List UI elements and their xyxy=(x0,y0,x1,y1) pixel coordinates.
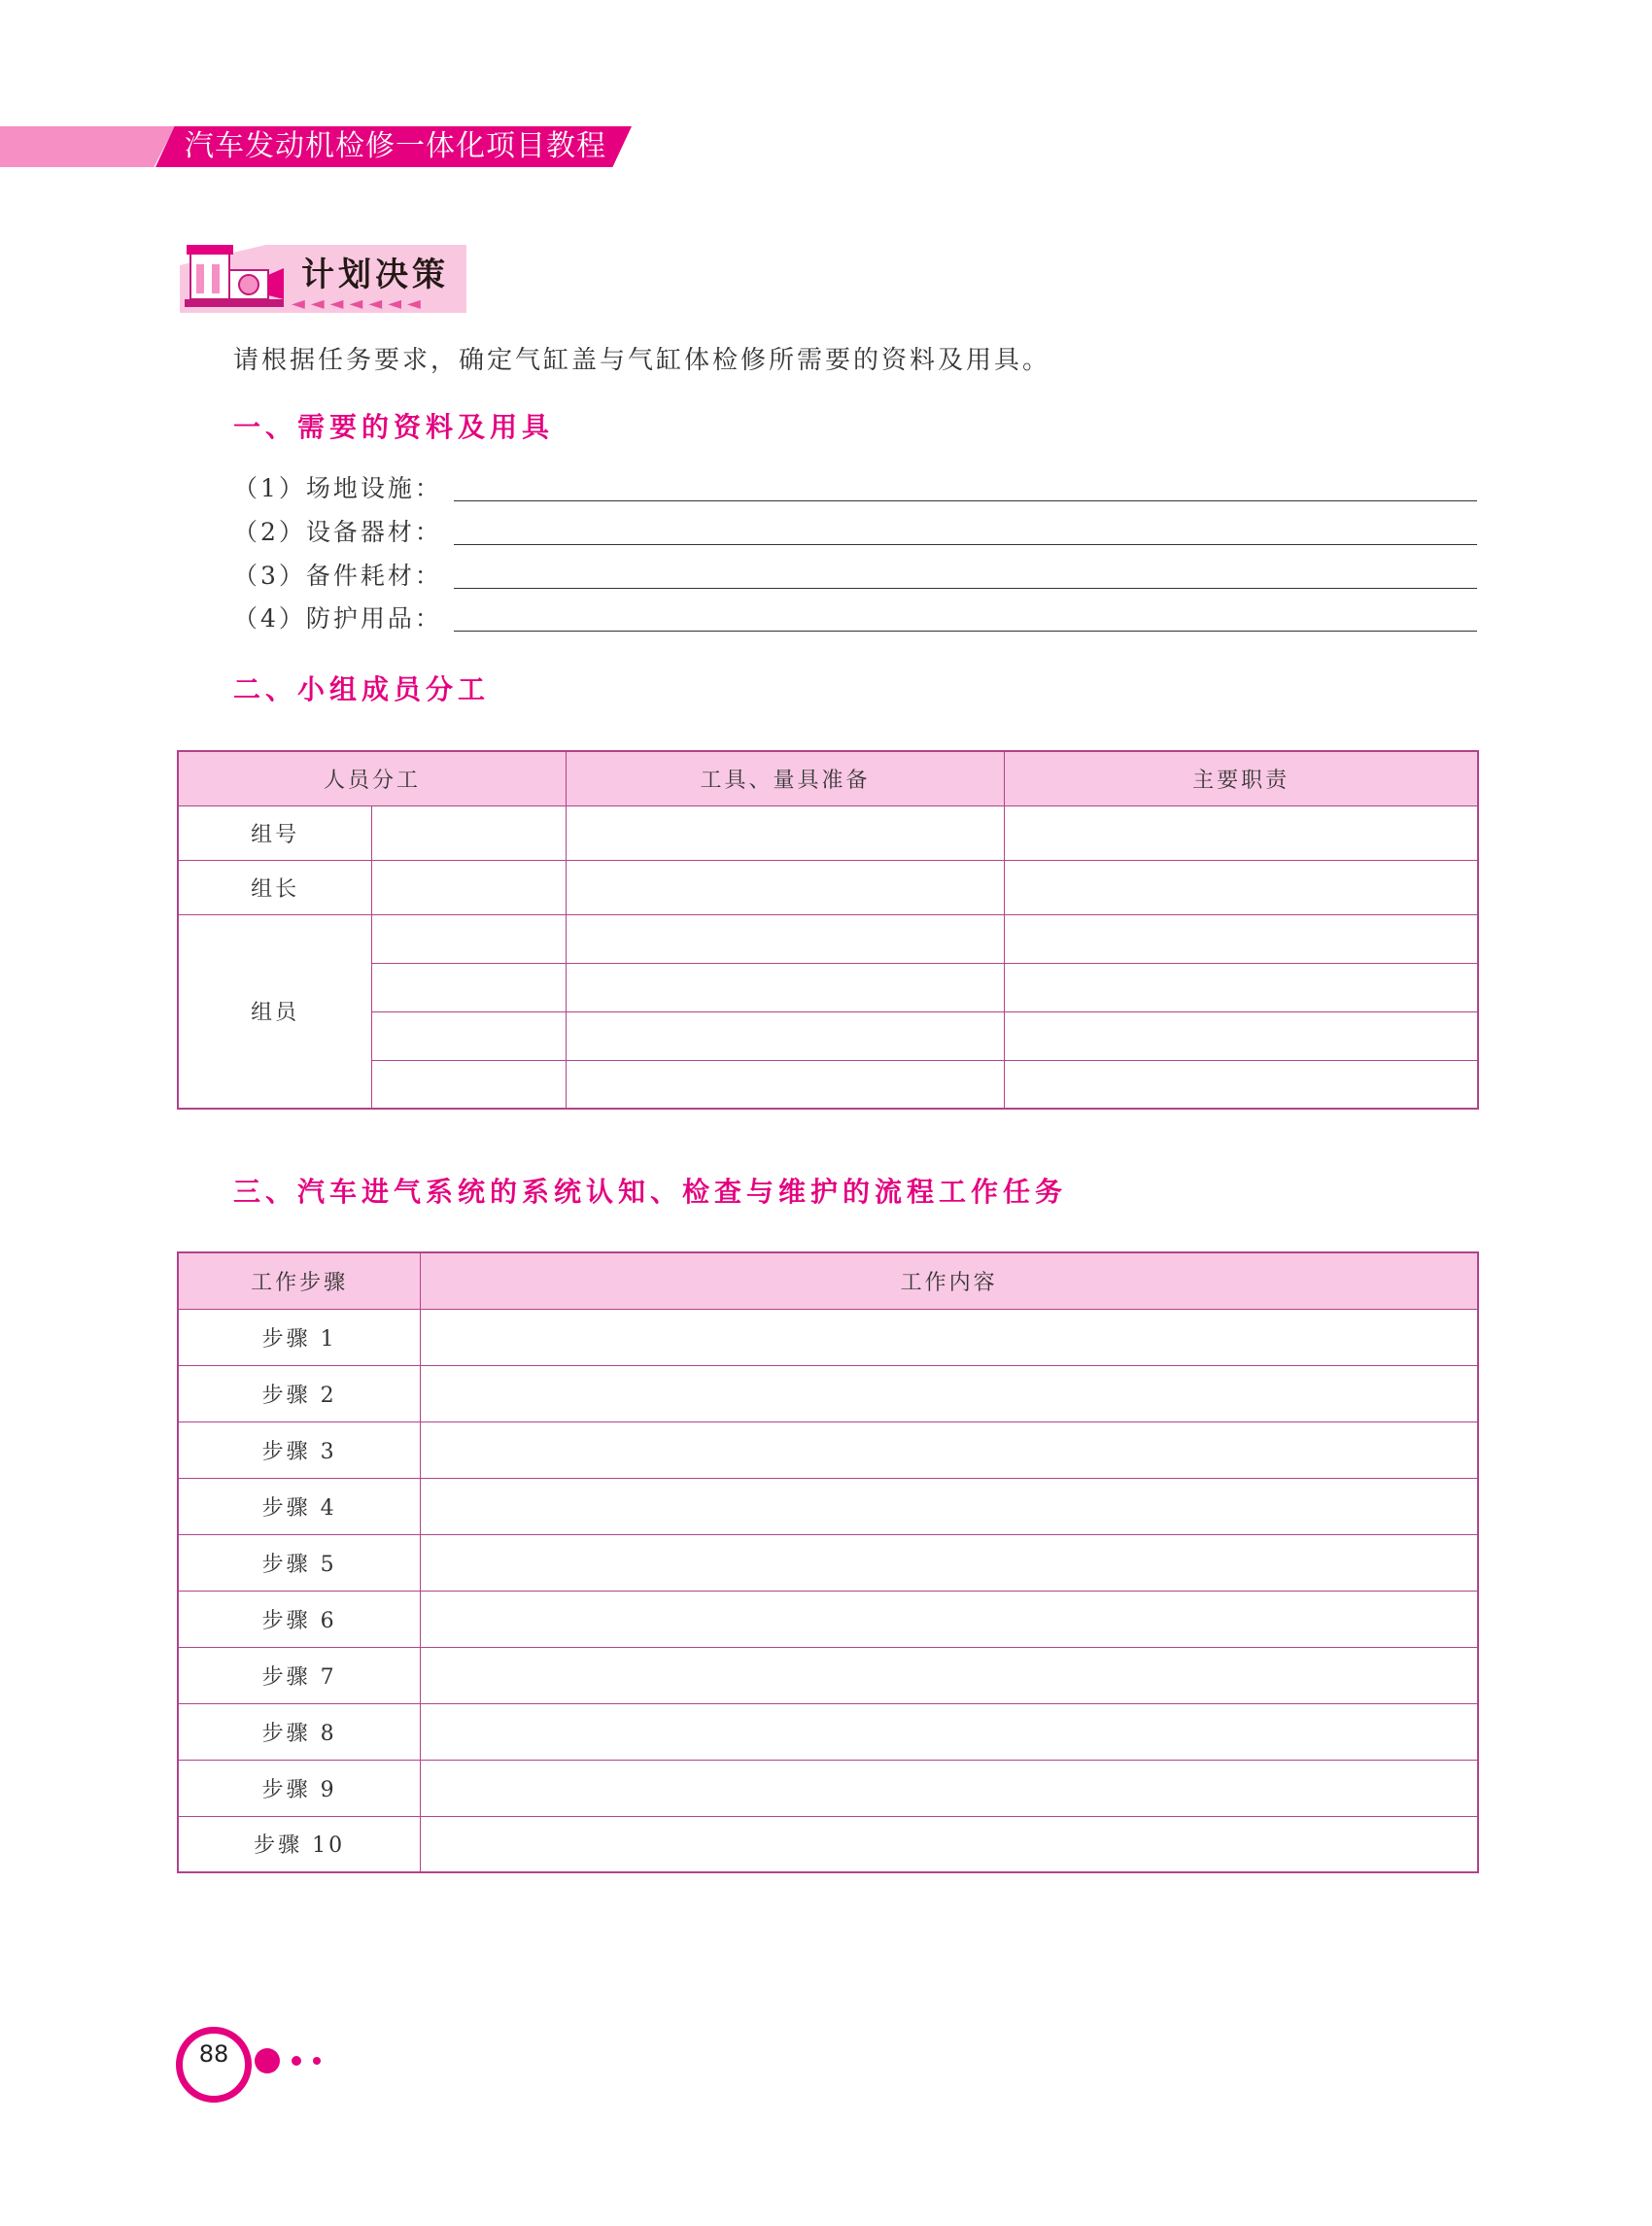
column-header: 主要职责 xyxy=(1005,751,1478,805)
row-label-leader: 组长 xyxy=(178,860,372,914)
heading-part1: 一、需要的资料及用具 xyxy=(233,411,555,443)
table-cell[interactable] xyxy=(1005,1060,1478,1109)
step-content-cell[interactable] xyxy=(421,1591,1478,1647)
table-cell[interactable] xyxy=(1005,914,1478,963)
header-band-light xyxy=(0,126,175,167)
table-cell[interactable] xyxy=(566,914,1004,963)
fill-in-row xyxy=(233,472,1477,505)
column-header: 人员分工 xyxy=(178,751,566,805)
page-number: 88 xyxy=(198,2040,229,2068)
fill-in-label: （3）备件耗材： xyxy=(233,562,442,590)
step-content-cell[interactable] xyxy=(421,1534,1478,1591)
table-cell[interactable] xyxy=(372,963,567,1011)
step-content-cell[interactable] xyxy=(421,1703,1478,1760)
table-cell[interactable] xyxy=(372,860,567,914)
heading-part2: 二、小组成员分工 xyxy=(233,673,491,705)
fill-in-row xyxy=(233,560,1477,593)
work-steps-table xyxy=(177,1251,1479,1873)
step-label: 步骤 1 xyxy=(178,1309,421,1365)
column-header: 工具、量具准备 xyxy=(566,751,1004,805)
decorative-dot-icon xyxy=(255,2048,280,2073)
book-title: 汽车发动机检修一体化项目教程 xyxy=(185,129,606,163)
decorative-arrows-icon: ◄◄◄◄◄◄◄ xyxy=(292,293,427,314)
table-cell[interactable] xyxy=(1005,963,1478,1011)
decorative-dot-icon xyxy=(292,2056,301,2066)
column-header: 工作内容 xyxy=(421,1252,1478,1309)
section-badge-title: 计划决策 xyxy=(301,256,449,294)
step-label: 步骤 6 xyxy=(178,1591,421,1647)
fill-in-line[interactable] xyxy=(454,499,1477,501)
team-division-table xyxy=(177,750,1479,1110)
engine-illustration-icon xyxy=(183,231,290,314)
step-content-cell[interactable] xyxy=(421,1760,1478,1816)
table-cell[interactable] xyxy=(372,1011,567,1060)
fill-in-row xyxy=(233,602,1477,635)
step-label: 步骤 3 xyxy=(178,1421,421,1478)
fill-in-line[interactable] xyxy=(454,587,1477,589)
row-label-group-no: 组号 xyxy=(178,805,372,860)
step-label: 步骤 8 xyxy=(178,1703,421,1760)
fill-in-label: （4）防护用品： xyxy=(233,604,442,633)
heading-part3: 三、汽车进气系统的系统认知、检查与维护的流程工作任务 xyxy=(233,1176,1068,1208)
table-cell[interactable] xyxy=(566,1011,1004,1060)
step-label: 步骤 7 xyxy=(178,1647,421,1703)
column-header: 工作步骤 xyxy=(178,1252,421,1309)
table-cell[interactable] xyxy=(1005,805,1478,860)
step-label: 步骤 4 xyxy=(178,1478,421,1534)
step-content-cell[interactable] xyxy=(421,1365,1478,1421)
table-cell[interactable] xyxy=(566,963,1004,1011)
step-label: 步骤 2 xyxy=(178,1365,421,1421)
table-cell[interactable] xyxy=(566,805,1004,860)
row-label-members: 组员 xyxy=(178,914,372,1109)
fill-in-row xyxy=(233,516,1477,549)
step-label: 步骤 5 xyxy=(178,1534,421,1591)
step-content-cell[interactable] xyxy=(421,1309,1478,1365)
table-cell[interactable] xyxy=(372,914,567,963)
table-cell[interactable] xyxy=(566,860,1004,914)
step-content-cell[interactable] xyxy=(421,1421,1478,1478)
table-cell[interactable] xyxy=(372,1060,567,1109)
step-label: 步骤 9 xyxy=(178,1760,421,1816)
step-label: 步骤 10 xyxy=(178,1816,421,1872)
fill-in-label: （1）场地设施： xyxy=(233,474,442,502)
table-cell[interactable] xyxy=(372,805,567,860)
fill-in-label: （2）设备器材： xyxy=(233,518,442,546)
fill-in-line[interactable] xyxy=(454,630,1477,632)
decorative-dot-icon xyxy=(313,2057,321,2065)
fill-in-line[interactable] xyxy=(454,543,1477,545)
step-content-cell[interactable] xyxy=(421,1647,1478,1703)
step-content-cell[interactable] xyxy=(421,1816,1478,1872)
table-cell[interactable] xyxy=(1005,1011,1478,1060)
table-cell[interactable] xyxy=(1005,860,1478,914)
table-cell[interactable] xyxy=(566,1060,1004,1109)
intro-text: 请根据任务要求，确定气缸盖与气缸体检修所需要的资料及用具。 xyxy=(233,346,1051,375)
step-content-cell[interactable] xyxy=(421,1478,1478,1534)
